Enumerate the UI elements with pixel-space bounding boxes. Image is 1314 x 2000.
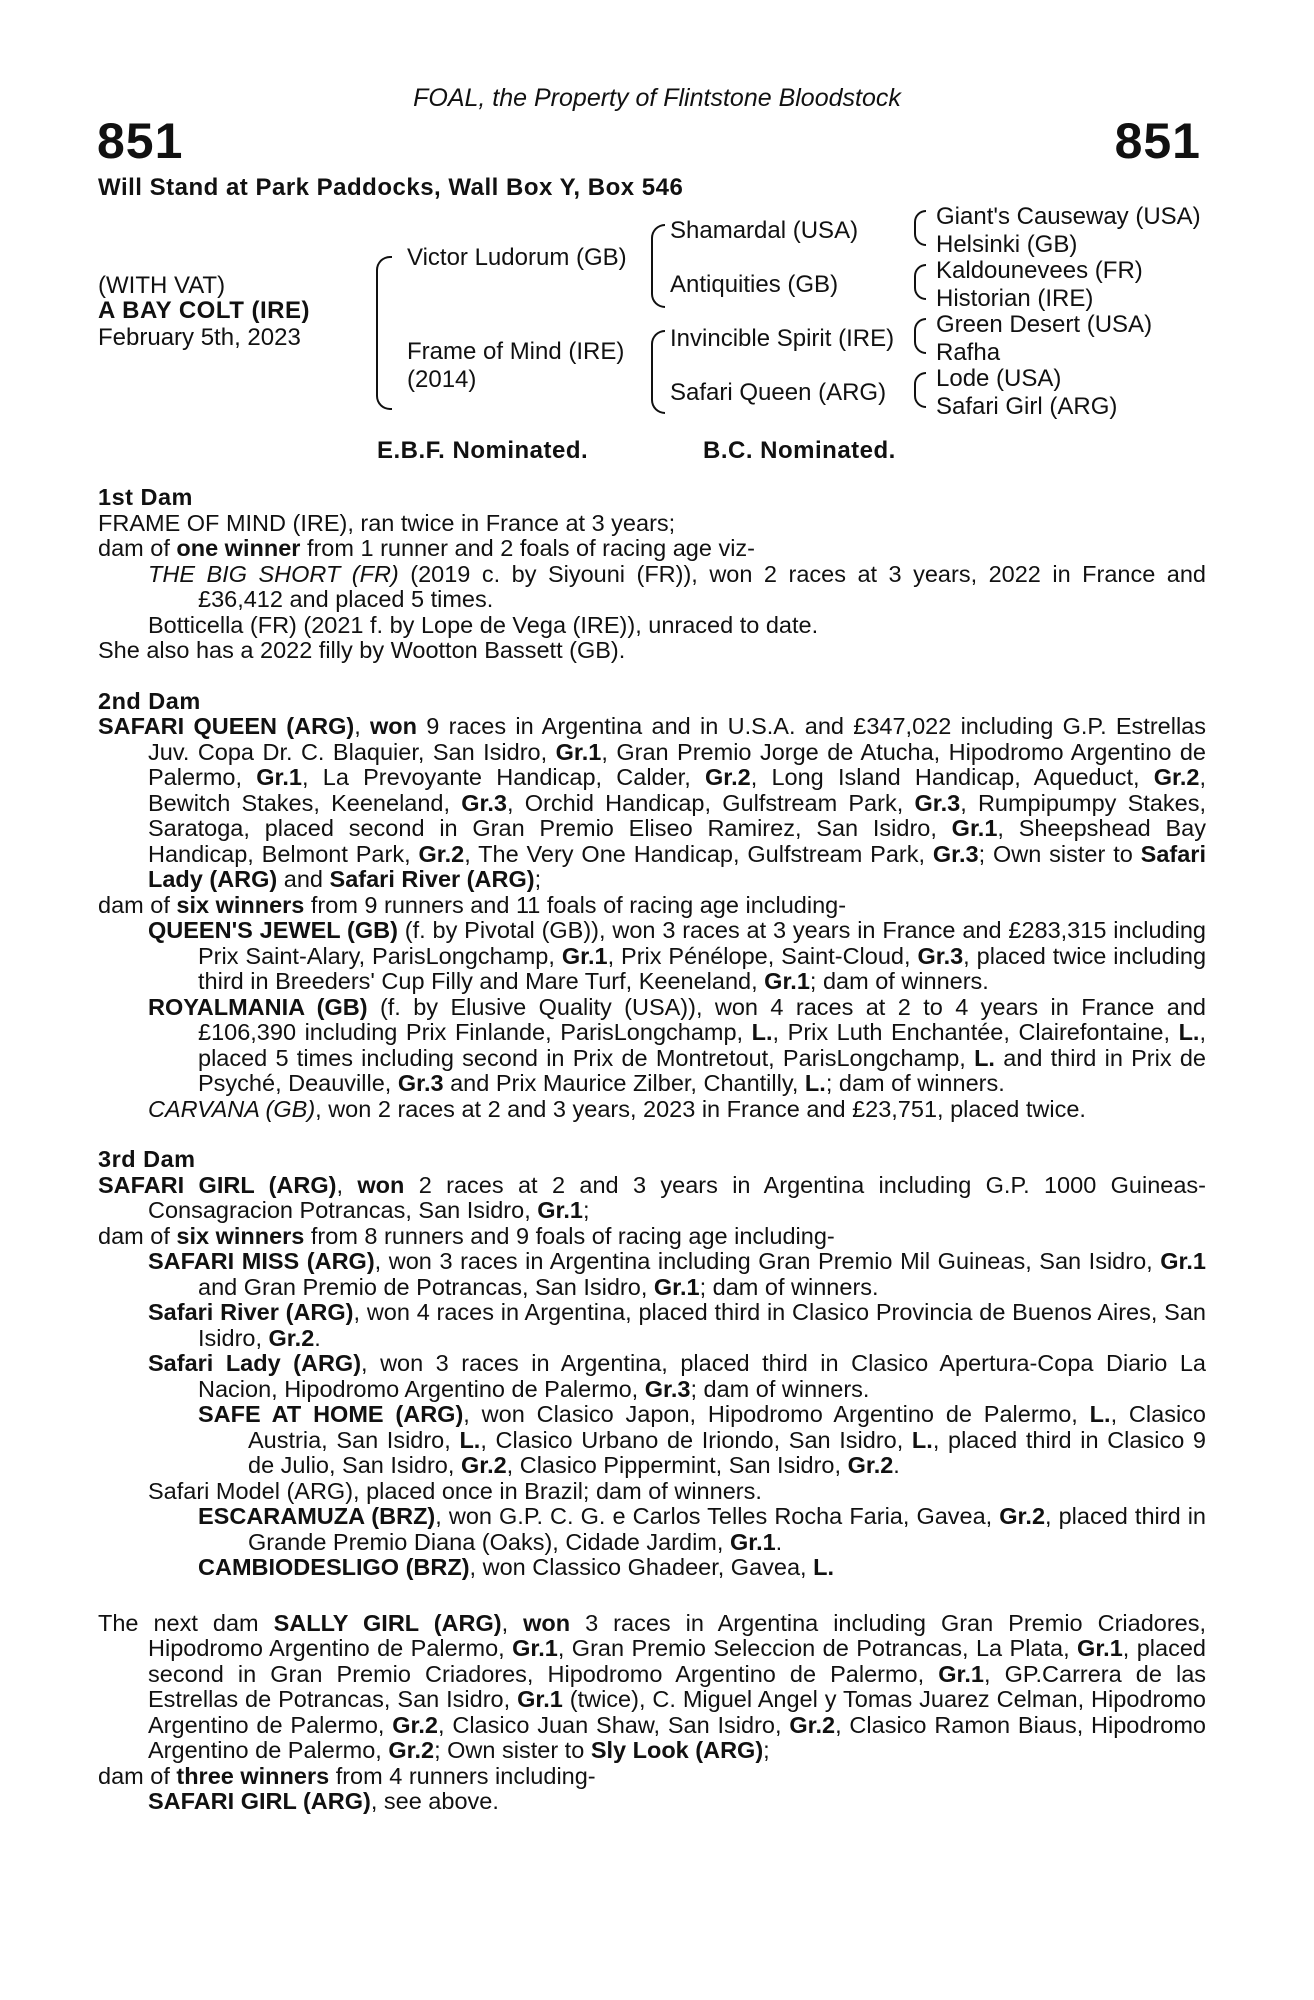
- vat-note: (WITH VAT): [98, 272, 226, 299]
- gen3-2: Helsinki (GB): [936, 231, 1078, 258]
- pedigree-brace-main: [376, 256, 392, 410]
- safe-at-home-entry: SAFE AT HOME (ARG), won Clasico Japon, Hipodromo Argentino de Palermo, L., Clasico Austria, San Isidro, L., Clasico Urbano de Iriondo, San Isidro, L., placed third in Clasico 9 de Julio, San Isidro, Gr.2, Clasico Pippermint, San Isidro, Gr.2.: [198, 1401, 1206, 1478]
- second-dam-heading: 2nd Dam: [98, 687, 201, 714]
- sire-sire-name: Shamardal (USA): [670, 217, 859, 244]
- first-dam-filly-note: She also has a 2022 filly by Wootton Bassett (GB).: [98, 637, 626, 663]
- first-dam-produce-2: Botticella (FR) (2021 f. by Lope de Vega (IRE)), unraced to date.: [148, 611, 819, 638]
- gen3-3: Kaldounevees (FR): [936, 257, 1143, 284]
- second-dam-record: SAFARI QUEEN (ARG), won 9 races in Argentina and in U.S.A. and £347,022 including G.P. Estrellas Juv. Copa Dr. C. Blaquier, San Isidro, Gr.1, Gran Premio Jorge de Atucha, Hipodromo Argentino de Palermo, Gr.1, La Prevoyante Handicap, Calder, Gr.2, Long Island Handicap, Aqueduct, Gr.2, Bewitch Stakes, Keeneland, Gr.3, Orchid Handicap, Gulfstream Park, Gr.3, Rumpipumpy Stakes, Saratoga, placed second in Gran Premio Eliseo Ramirez, San Isidro, Gr.1, Sheepshead Bay Handicap, Belmont Park, Gr.2, The Very One Handicap, Gulfstream Park, Gr.3; Own sister to Safari Lady (ARG) and Safari River (ARG);: [98, 713, 1206, 892]
- lot-number-right: 851: [1114, 113, 1201, 169]
- foaling-date: February 5th, 2023: [98, 324, 301, 351]
- third-dam-heading: 3rd Dam: [98, 1146, 196, 1172]
- safari-miss-entry: SAFARI MISS (ARG), won 3 races in Argentina including Gran Premio Mil Guineas, San Isidro, Gr.1 and Gran Premio de Potrancas, San Isidro, Gr.1; dam of winners.: [148, 1248, 1206, 1300]
- first-dam-produce-1: THE BIG SHORT (FR) (2019 c. by Siyouni (FR)), won 2 races at 3 years, 2022 in France and £36,412 and placed 5 times.: [148, 560, 1206, 612]
- vendor-line: FOAL, the Property of Flintstone Bloodstock: [413, 84, 901, 112]
- gen3-4: Historian (IRE): [936, 285, 1094, 312]
- second-dam-produce-summary: dam of six winners from 9 runners and 11 foals of racing age including-: [98, 891, 847, 918]
- second-dam-section: [98, 689, 1206, 1123]
- first-dam-section: [98, 485, 1206, 664]
- queens-jewel-entry: QUEEN'S JEWEL (GB) (f. by Pivotal (GB)), won 3 races at 3 years in France and £283,315 including Prix Saint-Alary, ParisLongchamp, Gr.1, Prix Pénélope, Saint-Cloud, Gr.3, placed twice including third in Breeders' Cup Filly and Mare Turf, Keeneland, Gr.1; dam of winners.: [148, 917, 1207, 994]
- next-dam-produce-summary: dam of three winners from 4 runners including-: [98, 1762, 596, 1789]
- next-dam-record: The next dam SALLY GIRL (ARG), won 3 races in Argentina including Gran Premio Criadores, Hipodromo Argentino de Palermo, Gr.1, Gran Premio Seleccion de Potrancas, La Plata, Gr.1, placed second in Gran Premio Criadores, Hipodromo Argentino de Palermo, Gr.1, GP.Carrera de las Estrellas de Potrancas, San Isidro, Gr.1 (twice), C. Miguel Angel y Tomas Juarez Celman, Hipodromo Argentino de Palermo, Gr.2, Clasico Juan Shaw, San Isidro, Gr.2, Clasico Ramon Biaus, Hipodromo Argentino de Palermo, Gr.2; Own sister to Sly Look (ARG);: [98, 1609, 1207, 1763]
- safari-river-entry: Safari River (ARG), won 4 races in Argentina, placed third in Clasico Provincia de Buenos Aires, San Isidro, Gr.2.: [148, 1299, 1206, 1351]
- dam-year: (2014): [407, 366, 477, 393]
- pedigree-brace-g12: [914, 210, 926, 246]
- gen3-8: Safari Girl (ARG): [936, 393, 1118, 420]
- third-dam-record: SAFARI GIRL (ARG), won 2 races at 2 and 3 years in Argentina including G.P. 1000 Guineas-Consagracion Potrancas, San Isidro, Gr.1;: [98, 1171, 1206, 1223]
- safari-girl-reference: SAFARI GIRL (ARG), see above.: [148, 1788, 499, 1814]
- sire-dam-name: Antiquities (GB): [670, 271, 839, 298]
- gen3-6: Rafha: [936, 339, 1001, 366]
- third-dam-produce-summary: dam of six winners from 8 runners and 9 foals of racing age including-: [98, 1222, 835, 1249]
- safari-model-entry: Safari Model (ARG), placed once in Brazil; dam of winners.: [148, 1477, 762, 1504]
- gen3-5: Green Desert (USA): [936, 311, 1153, 338]
- first-dam-record: FRAME OF MIND (IRE), ran twice in France at 3 years;: [98, 509, 676, 536]
- carvana-entry: CARVANA (GB), won 2 races at 2 and 3 years, 2023 in France and £23,751, placed twice.: [148, 1095, 1086, 1122]
- horse-name: A BAY COLT (IRE): [98, 297, 311, 324]
- pedigree-brace-sire: [651, 224, 665, 308]
- lot-number-left: 851: [97, 113, 184, 169]
- cambiodesligo-entry: CAMBIODESLIGO (BRZ), won Classico Ghadeer, Gavea, L.: [198, 1554, 834, 1580]
- gen3-7: Lode (USA): [936, 365, 1062, 392]
- dam-name: Frame of Mind (IRE): [407, 338, 625, 365]
- pedigree-brace-dam: [651, 330, 665, 414]
- stand-location: Will Stand at Park Paddocks, Wall Box Y, Box 546: [98, 174, 684, 201]
- first-dam-heading: 1st Dam: [98, 484, 193, 510]
- third-dam-section: [98, 1147, 1206, 1581]
- pedigree-brace-g34: [914, 264, 926, 300]
- safari-lady-entry: Safari Lady (ARG), won 3 races in Argentina, placed third in Clasico Apertura-Copa Diario La Nacion, Hipodromo Argentino de Palermo, Gr.3; dam of winners.: [148, 1350, 1207, 1402]
- pedigree-brace-g78: [914, 372, 926, 408]
- dam-sire-name: Invincible Spirit (IRE): [670, 325, 895, 352]
- pedigree-brace-g56: [914, 318, 926, 354]
- dam-dam-name: Safari Queen (ARG): [670, 379, 887, 406]
- gen3-1: Giant's Causeway (USA): [936, 203, 1201, 230]
- next-dam-section: [98, 1611, 1206, 1815]
- escaramuza-entry: ESCARAMUZA (BRZ), won G.P. C. G. e Carlos Telles Rocha Faria, Gavea, Gr.2, placed third in Grande Premio Diana (Oaks), Cidade Jardim, Gr.1.: [198, 1503, 1206, 1555]
- sire-name: Victor Ludorum (GB): [407, 244, 627, 271]
- catalogue-body: [98, 485, 1206, 1815]
- bc-nomination: B.C. Nominated.: [703, 437, 896, 464]
- ebf-nomination: E.B.F. Nominated.: [377, 437, 589, 464]
- royalmania-entry: ROYALMANIA (GB) (f. by Elusive Quality (USA)), won 4 races at 2 to 4 years in France and £106,390 including Prix Finlande, ParisLongchamp, L., Prix Luth Enchantée, Clairefontaine, L., placed 5 times including second in Prix de Montretout, ParisLongchamp, L. and third in Prix de Psyché, Deauville, Gr.3 and Prix Maurice Zilber, Chantilly, L.; dam of winners.: [148, 993, 1206, 1096]
- first-dam-produce-summary: dam of one winner from 1 runner and 2 foals of racing age viz-: [98, 535, 755, 561]
